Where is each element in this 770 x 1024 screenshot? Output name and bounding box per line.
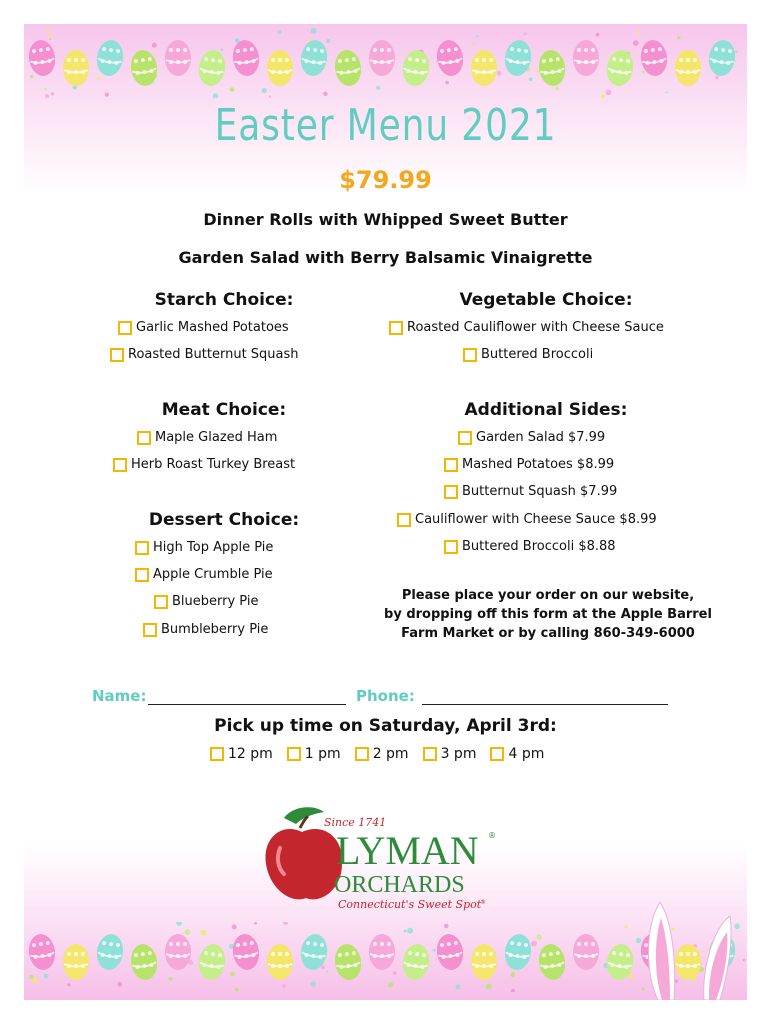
name-field[interactable]: [148, 704, 346, 705]
vegetable-option-broccoli[interactable]: Buttered Broccoli: [463, 347, 593, 362]
checkbox[interactable]: [110, 348, 124, 362]
logo-sub: ORCHARDS: [334, 872, 465, 898]
side-option-salad[interactable]: Garden Salad $7.99: [458, 430, 605, 445]
phone-label: Phone:: [356, 687, 415, 705]
pickup-option-12pm[interactable]: 12 pm: [210, 746, 273, 762]
side-option-mashed[interactable]: Mashed Potatoes $8.99: [444, 457, 614, 472]
logo-name: LYMAN: [336, 828, 479, 873]
checkbox[interactable]: [444, 485, 458, 499]
menu-title: Easter Menu 2021: [214, 100, 557, 151]
pickup-title: Pick up time on Saturday, April 3rd:: [214, 716, 557, 736]
checkbox[interactable]: [113, 458, 127, 472]
checkbox[interactable]: [397, 513, 411, 527]
checkbox[interactable]: [444, 458, 458, 472]
checkbox[interactable]: [154, 595, 168, 609]
checkbox[interactable]: [135, 541, 149, 555]
pickup-option-4pm[interactable]: 4 pm: [490, 746, 544, 762]
pickup-option-2pm[interactable]: 2 pm: [355, 746, 409, 762]
starch-option-garlic[interactable]: Garlic Mashed Potatoes: [118, 320, 289, 335]
dessert-heading: Dessert Choice:: [148, 510, 300, 530]
checkbox[interactable]: [118, 321, 132, 335]
side-option-squash[interactable]: Butternut Squash $7.99: [444, 484, 617, 499]
menu-price: $79.99: [339, 166, 432, 194]
checkbox[interactable]: [463, 348, 477, 362]
side-option-cauliflower[interactable]: Cauliflower with Cheese Sauce $8.99: [397, 512, 657, 527]
lyman-orchards-logo: [262, 804, 502, 914]
pickup-option-3pm[interactable]: 3 pm: [423, 746, 477, 762]
dessert-option-crumble[interactable]: Apple Crumble Pie: [135, 567, 273, 582]
dessert-option-blueberry[interactable]: Blueberry Pie: [154, 594, 258, 609]
checkbox[interactable]: [210, 747, 224, 761]
checkbox[interactable]: [135, 568, 149, 582]
phone-field[interactable]: [422, 704, 668, 705]
starch-heading: Starch Choice:: [154, 290, 294, 310]
vegetable-heading: Vegetable Choice:: [459, 290, 633, 310]
top-egg-border: [24, 28, 747, 98]
meat-heading: Meat Choice:: [161, 400, 287, 420]
vegetable-option-cauliflower[interactable]: Roasted Cauliflower with Cheese Sauce: [389, 320, 664, 335]
logo-registered: ®: [488, 831, 496, 840]
checkbox[interactable]: [458, 431, 472, 445]
easter-egg-icon: [24, 28, 747, 98]
meat-option-turkey[interactable]: Herb Roast Turkey Breast: [113, 457, 295, 472]
starch-option-squash[interactable]: Roasted Butternut Squash: [110, 347, 299, 362]
pickup-times: [210, 746, 558, 762]
side-option-broccoli[interactable]: Buttered Broccoli $8.88: [444, 539, 616, 554]
order-notice: Please place your order on our website, by dropping off this form at the Apple Barrel Farm Market or by calling 860-349-6000: [384, 588, 712, 641]
checkbox[interactable]: [137, 431, 151, 445]
checkbox[interactable]: [355, 747, 369, 761]
pickup-option-1pm[interactable]: 1 pm: [287, 746, 341, 762]
checkbox[interactable]: [423, 747, 437, 761]
checkbox[interactable]: [143, 623, 157, 637]
meat-option-ham[interactable]: Maple Glazed Ham: [137, 430, 277, 445]
checkbox[interactable]: [389, 321, 403, 335]
logo-tm: ®: [480, 899, 486, 906]
name-label: Name:: [92, 687, 147, 705]
menu-page: [24, 24, 747, 1000]
menu-line-rolls: Dinner Rolls with Whipped Sweet Butter: [203, 210, 568, 229]
checkbox[interactable]: [287, 747, 301, 761]
checkbox[interactable]: [490, 747, 504, 761]
logo-since: Since 1741: [324, 816, 387, 829]
dessert-option-high-top[interactable]: High Top Apple Pie: [135, 540, 273, 555]
checkbox[interactable]: [444, 540, 458, 554]
sides-heading: Additional Sides:: [464, 400, 628, 420]
dessert-option-bumbleberry[interactable]: Bumbleberry Pie: [143, 622, 268, 637]
logo-tagline: Connecticut's Sweet Spot: [338, 898, 482, 911]
bunny-ears-icon: [630, 900, 747, 1000]
menu-line-salad: Garden Salad with Berry Balsamic Vinaigrette: [178, 248, 593, 267]
